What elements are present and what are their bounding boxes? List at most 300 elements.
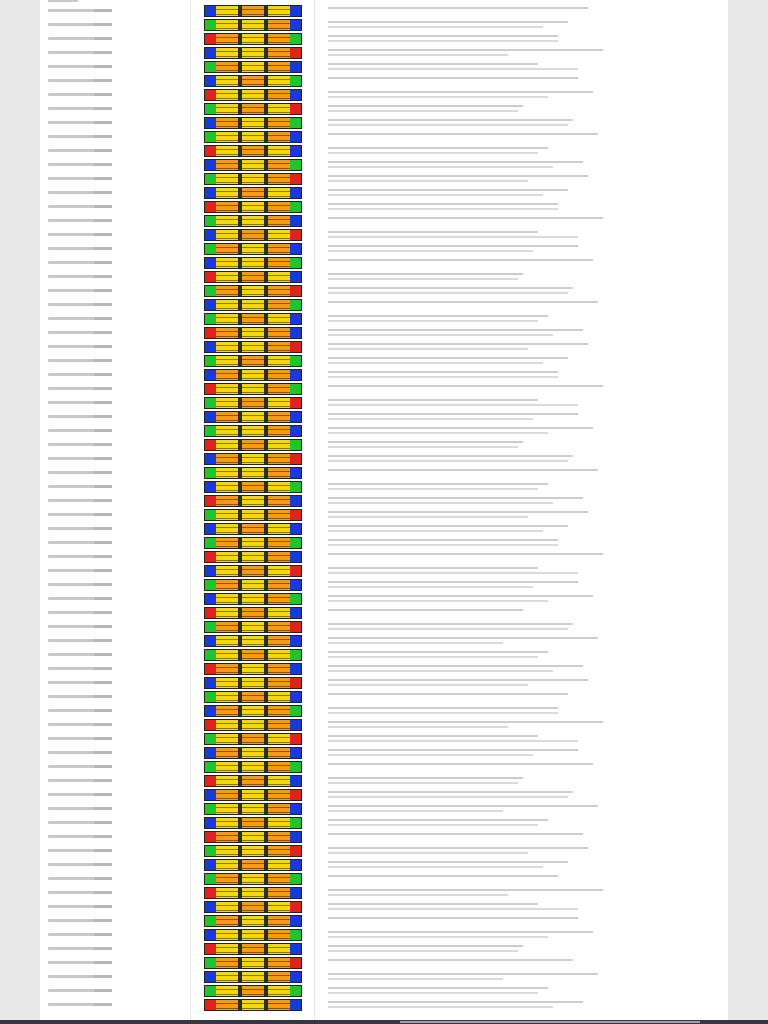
row-description [328, 214, 688, 228]
color-bar [204, 775, 302, 787]
row-description [328, 130, 688, 144]
bar-segment [216, 958, 238, 968]
bar-segment [242, 384, 264, 394]
description-line [328, 670, 553, 672]
description-line [328, 511, 588, 513]
bar-segment [290, 468, 301, 478]
table-row [40, 746, 728, 760]
row-description [328, 396, 688, 410]
row-label-tail [94, 569, 112, 572]
bar-segment [216, 48, 238, 58]
color-bar [204, 817, 302, 829]
bar-segment [290, 244, 301, 254]
bar-segment [268, 664, 290, 674]
bar-segment [290, 258, 301, 268]
description-line [328, 236, 578, 238]
description-line [328, 194, 543, 196]
table-row [40, 956, 728, 970]
bar-segment [242, 916, 264, 926]
table-row [40, 620, 728, 634]
description-line [328, 726, 508, 728]
row-label-tail [94, 37, 112, 40]
row-description [328, 158, 688, 172]
description-line [328, 651, 548, 653]
description-line [328, 945, 523, 947]
table-row [40, 564, 728, 578]
table-row [40, 102, 728, 116]
color-bar [204, 719, 302, 731]
color-bar [204, 89, 302, 101]
bar-segment [242, 902, 264, 912]
bar-segment [268, 174, 290, 184]
description-line [328, 656, 538, 658]
color-bar [204, 649, 302, 661]
row-description [328, 746, 688, 760]
bar-segment [268, 398, 290, 408]
bar-segment [216, 272, 238, 282]
row-description [328, 914, 688, 928]
row-description [328, 872, 688, 886]
bar-segment [205, 748, 216, 758]
color-bar [204, 327, 302, 339]
row-label-tail [94, 457, 112, 460]
bar-segment [216, 468, 238, 478]
bar-segment [268, 916, 290, 926]
bar-segment [205, 510, 216, 520]
description-line [328, 287, 573, 289]
row-description [328, 452, 688, 466]
bar-segment [205, 678, 216, 688]
bar-segment [268, 622, 290, 632]
bar-segment [216, 118, 238, 128]
bar-segment [290, 300, 301, 310]
bar-segment [268, 566, 290, 576]
bar-segment [205, 804, 216, 814]
bar-segment [268, 6, 290, 16]
color-bar [204, 257, 302, 269]
color-bar [204, 453, 302, 465]
bar-segment [268, 356, 290, 366]
row-label-tail [94, 863, 112, 866]
row-description [328, 900, 688, 914]
row-label-tail [94, 555, 112, 558]
bar-segment [216, 286, 238, 296]
row-description [328, 368, 688, 382]
bar-segment [290, 762, 301, 772]
bar-segment [290, 76, 301, 86]
table-row [40, 46, 728, 60]
row-description [328, 648, 688, 662]
row-label-tail [94, 359, 112, 362]
bar-segment [216, 482, 238, 492]
bar-segment [268, 888, 290, 898]
row-description [328, 410, 688, 424]
color-bar [204, 19, 302, 31]
table-row [40, 144, 728, 158]
bar-segment [268, 524, 290, 534]
table-row [40, 494, 728, 508]
color-bar [204, 355, 302, 367]
description-line [328, 852, 528, 854]
table-row [40, 60, 728, 74]
description-line [328, 362, 543, 364]
bar-segment [268, 370, 290, 380]
bar-segment [216, 76, 238, 86]
table-row [40, 550, 728, 564]
description-line [328, 301, 598, 303]
bar-segment [268, 104, 290, 114]
table-row [40, 452, 728, 466]
bar-segment [205, 160, 216, 170]
description-line [328, 782, 518, 784]
bar-segment [242, 34, 264, 44]
bar-segment [268, 272, 290, 282]
bar-segment [268, 160, 290, 170]
bar-segment [205, 566, 216, 576]
color-bar [204, 369, 302, 381]
bar-segment [205, 258, 216, 268]
description-line [328, 63, 538, 65]
row-description [328, 116, 688, 130]
bar-segment [242, 930, 264, 940]
bar-segment [216, 804, 238, 814]
bar-segment [268, 132, 290, 142]
bar-segment [216, 566, 238, 576]
row-label-tail [94, 135, 112, 138]
row-label-tail [94, 261, 112, 264]
table-row [40, 396, 728, 410]
table-row [40, 676, 728, 690]
row-label-tail [94, 387, 112, 390]
bar-segment [205, 916, 216, 926]
row-label-tail [94, 527, 112, 530]
bar-segment [242, 720, 264, 730]
row-label-tail [94, 723, 112, 726]
bar-segment [268, 314, 290, 324]
bar-segment [205, 188, 216, 198]
row-description [328, 480, 688, 494]
table-row [40, 116, 728, 130]
bar-segment [205, 146, 216, 156]
color-bar [204, 537, 302, 549]
bar-segment [268, 902, 290, 912]
row-label-tail [94, 9, 112, 12]
row-description [328, 228, 688, 242]
row-label-tail [94, 1003, 112, 1006]
bar-segment [268, 734, 290, 744]
row-label-tail [94, 485, 112, 488]
row-description [328, 88, 688, 102]
row-label-tail [94, 821, 112, 824]
description-line [328, 105, 523, 107]
table-row [40, 886, 728, 900]
description-line [328, 497, 583, 499]
row-description [328, 928, 688, 942]
row-label-tail [94, 625, 112, 628]
bar-segment [216, 188, 238, 198]
bar-segment [290, 398, 301, 408]
row-label-tail [94, 751, 112, 754]
bar-segment [205, 48, 216, 58]
bar-segment [268, 258, 290, 268]
row-label-tail [94, 541, 112, 544]
row-label-tail [94, 947, 112, 950]
row-label-tail [94, 23, 112, 26]
bar-segment [216, 216, 238, 226]
bar-segment [268, 818, 290, 828]
row-label-tail [94, 415, 112, 418]
row-description [328, 60, 688, 74]
bar-segment [290, 328, 301, 338]
description-line [328, 175, 588, 177]
bar-segment [242, 944, 264, 954]
bar-segment [216, 972, 238, 982]
bar-segment [290, 636, 301, 646]
table-row [40, 704, 728, 718]
bar-segment [290, 650, 301, 660]
color-bar [204, 383, 302, 395]
bar-segment [268, 678, 290, 688]
row-description [328, 186, 688, 200]
description-line [328, 189, 568, 191]
bar-segment [205, 76, 216, 86]
bar-segment [268, 188, 290, 198]
bar-segment [205, 1000, 216, 1010]
description-line [328, 875, 558, 877]
bar-segment [242, 20, 264, 30]
row-label-tail [94, 233, 112, 236]
row-description [328, 998, 688, 1012]
bar-segment [216, 944, 238, 954]
color-bar [204, 145, 302, 157]
bar-segment [290, 734, 301, 744]
bar-segment [242, 174, 264, 184]
bar-segment [242, 860, 264, 870]
bar-segment [268, 1000, 290, 1010]
row-label-tail [94, 737, 112, 740]
bar-segment [268, 202, 290, 212]
bar-segment [268, 328, 290, 338]
bar-segment [290, 146, 301, 156]
bar-segment [216, 650, 238, 660]
color-bar [204, 159, 302, 171]
row-description [328, 634, 688, 648]
bar-segment [242, 216, 264, 226]
row-description [328, 18, 688, 32]
bar-segment [216, 538, 238, 548]
row-description [328, 466, 688, 480]
color-bar [204, 425, 302, 437]
bar-segment [290, 62, 301, 72]
bar-segment [205, 34, 216, 44]
row-label-tail [94, 471, 112, 474]
bar-segment [216, 902, 238, 912]
bar-segment [216, 6, 238, 16]
row-description [328, 802, 688, 816]
table-row [40, 214, 728, 228]
bar-segment [268, 76, 290, 86]
bar-segment [205, 874, 216, 884]
description-line [328, 371, 558, 373]
bar-segment [290, 566, 301, 576]
bar-segment [216, 342, 238, 352]
description-line [328, 455, 573, 457]
table-row [40, 340, 728, 354]
color-bar [204, 187, 302, 199]
bar-segment [242, 314, 264, 324]
table-row [40, 298, 728, 312]
row-description [328, 816, 688, 830]
table-row [40, 536, 728, 550]
color-bar [204, 691, 302, 703]
bar-segment [290, 314, 301, 324]
bar-segment [290, 678, 301, 688]
bar-segment [205, 692, 216, 702]
description-line [328, 684, 528, 686]
bar-segment [216, 748, 238, 758]
bar-segment [290, 482, 301, 492]
row-label-tail [94, 681, 112, 684]
row-label-tail [94, 849, 112, 852]
bar-segment [242, 62, 264, 72]
table-row [40, 242, 728, 256]
row-label-tail [94, 513, 112, 516]
bar-segment [268, 118, 290, 128]
bar-segment [242, 328, 264, 338]
bar-segment [242, 972, 264, 982]
bar-segment [216, 664, 238, 674]
bar-segment [216, 314, 238, 324]
bar-segment [242, 510, 264, 520]
description-line [328, 665, 583, 667]
bar-segment [242, 454, 264, 464]
bar-segment [242, 202, 264, 212]
color-bar [204, 579, 302, 591]
bar-segment [242, 342, 264, 352]
table-row [40, 312, 728, 326]
bar-segment [268, 342, 290, 352]
row-label-tail [94, 779, 112, 782]
bar-segment [268, 930, 290, 940]
bar-segment [290, 972, 301, 982]
row-description [328, 956, 688, 970]
row-label-tail [94, 653, 112, 656]
bar-segment [290, 524, 301, 534]
bar-segment [290, 118, 301, 128]
bar-segment [242, 748, 264, 758]
bar-segment [242, 426, 264, 436]
row-description [328, 606, 688, 620]
bar-segment [290, 426, 301, 436]
description-line [328, 469, 598, 471]
table-row [40, 802, 728, 816]
description-line [328, 49, 603, 51]
bar-segment [205, 300, 216, 310]
bar-segment [216, 132, 238, 142]
description-line [328, 161, 583, 163]
color-bar [204, 313, 302, 325]
description-line [328, 931, 593, 933]
bar-segment [290, 608, 301, 618]
description-line [328, 567, 538, 569]
row-description [328, 32, 688, 46]
description-line [328, 278, 518, 280]
row-label-tail [94, 611, 112, 614]
table-row [40, 970, 728, 984]
bar-segment [216, 776, 238, 786]
description-line [328, 432, 548, 434]
description-line [328, 133, 598, 135]
bar-segment [216, 594, 238, 604]
row-label-tail [94, 919, 112, 922]
bar-segment [205, 104, 216, 114]
bar-segment [268, 762, 290, 772]
row-description [328, 354, 688, 368]
description-line [328, 203, 558, 205]
row-description [328, 564, 688, 578]
row-label-tail [94, 121, 112, 124]
row-description [328, 970, 688, 984]
color-bar [204, 551, 302, 563]
bar-segment [268, 986, 290, 996]
bar-segment [205, 384, 216, 394]
bar-segment [242, 440, 264, 450]
bar-segment [242, 482, 264, 492]
bar-segment [242, 986, 264, 996]
bar-segment [290, 440, 301, 450]
row-label-tail [94, 583, 112, 586]
row-label-tail [94, 989, 112, 992]
bar-segment [290, 1000, 301, 1010]
bar-segment [205, 832, 216, 842]
bar-segment [290, 230, 301, 240]
bar-segment [268, 944, 290, 954]
bar-segment [216, 20, 238, 30]
description-line [328, 791, 573, 793]
bar-segment [242, 538, 264, 548]
description-line [328, 889, 603, 891]
bar-segment [242, 146, 264, 156]
bar-segment [216, 258, 238, 268]
table-row [40, 74, 728, 88]
bar-segment [242, 118, 264, 128]
bar-segment [205, 958, 216, 968]
table-row [40, 690, 728, 704]
description-line [328, 119, 573, 121]
color-bar [204, 901, 302, 913]
bar-segment [205, 440, 216, 450]
bar-segment [290, 664, 301, 674]
row-description [328, 508, 688, 522]
description-line [328, 488, 538, 490]
bar-segment [205, 524, 216, 534]
description-line [328, 712, 558, 714]
row-description [328, 732, 688, 746]
bar-segment [205, 650, 216, 660]
bar-segment [205, 972, 216, 982]
bar-segment [268, 790, 290, 800]
description-line [328, 329, 583, 331]
description-line [328, 978, 503, 980]
bar-segment [290, 538, 301, 548]
row-label-tail [94, 289, 112, 292]
description-line [328, 973, 598, 975]
bar-segment [290, 594, 301, 604]
bar-segment [290, 510, 301, 520]
color-bar [204, 33, 302, 45]
bar-segment [290, 160, 301, 170]
color-bar [204, 803, 302, 815]
